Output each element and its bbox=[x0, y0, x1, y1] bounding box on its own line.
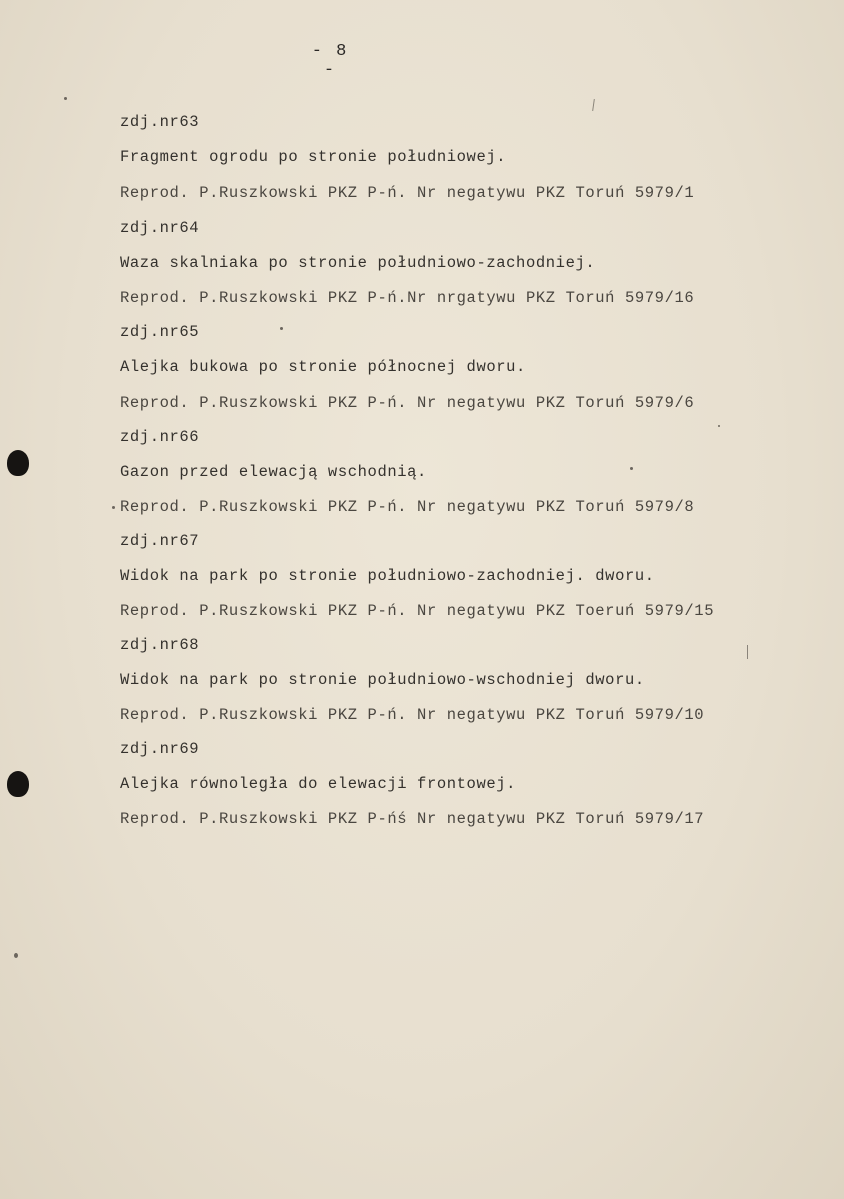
reproduction-credit: Reprod. P.Ruszkowski PKZ P-ń. Nr negatywu PKZ Toeruń 5979/15 bbox=[120, 602, 715, 620]
photo-description: Alejka równoległa do elewacji frontowej. bbox=[120, 775, 517, 793]
photo-description: Waza skalniaka po stronie południowo-zachodniej. bbox=[120, 254, 596, 272]
photo-description: Widok na park po stronie południowo-wschodniej dworu. bbox=[120, 671, 645, 689]
photo-description: Gazon przed elewacją wschodnią. bbox=[120, 463, 427, 481]
reproduction-credit: Reprod. P.Ruszkowski PKZ P-ńś Nr negatywu PKZ Toruń 5979/17 bbox=[120, 810, 705, 828]
photo-number: zdj.nr64 bbox=[120, 219, 200, 237]
photo-description: Fragment ogrodu po stronie południowej. bbox=[120, 148, 507, 166]
reproduction-credit: Reprod. P.Ruszkowski PKZ P-ń. Nr negatywu PKZ Toruń 5979/10 bbox=[120, 706, 705, 724]
pencil-mark bbox=[592, 99, 595, 111]
photo-description: Alejka bukowa po stronie północnej dworu. bbox=[120, 358, 526, 376]
photo-number: zdj.nr67 bbox=[120, 532, 200, 550]
photo-number: zdj.nr65 bbox=[120, 323, 200, 341]
paper-speck bbox=[112, 506, 115, 509]
punch-hole bbox=[7, 450, 29, 476]
reproduction-credit: Reprod. P.Ruszkowski PKZ P-ń. Nr negatywu PKZ Toruń 5979/1 bbox=[120, 184, 695, 202]
photo-number: zdj.nr66 bbox=[120, 428, 200, 446]
paper-speck bbox=[718, 425, 720, 427]
photo-number: zdj.nr63 bbox=[120, 113, 200, 131]
paper-speck bbox=[64, 97, 67, 100]
reproduction-credit: Reprod. P.Ruszkowski PKZ P-ń. Nr negatywu PKZ Toruń 5979/6 bbox=[120, 394, 695, 412]
paper-speck bbox=[630, 467, 633, 470]
paper-speck bbox=[280, 327, 283, 330]
pencil-mark bbox=[747, 645, 748, 659]
photo-number: zdj.nr69 bbox=[120, 740, 200, 758]
photo-number: zdj.nr68 bbox=[120, 636, 200, 654]
punch-hole bbox=[7, 771, 29, 797]
reproduction-credit: Reprod. P.Ruszkowski PKZ P-ń. Nr negatywu PKZ Toruń 5979/8 bbox=[120, 498, 695, 516]
photo-description: Widok na park po stronie południowo-zachodniej. dworu. bbox=[120, 567, 655, 585]
paper-speck bbox=[14, 953, 18, 958]
page-number: - 8 - bbox=[311, 42, 349, 80]
reproduction-credit: Reprod. P.Ruszkowski PKZ P-ń.Nr nrgatywu PKZ Toruń 5979/16 bbox=[120, 289, 695, 307]
